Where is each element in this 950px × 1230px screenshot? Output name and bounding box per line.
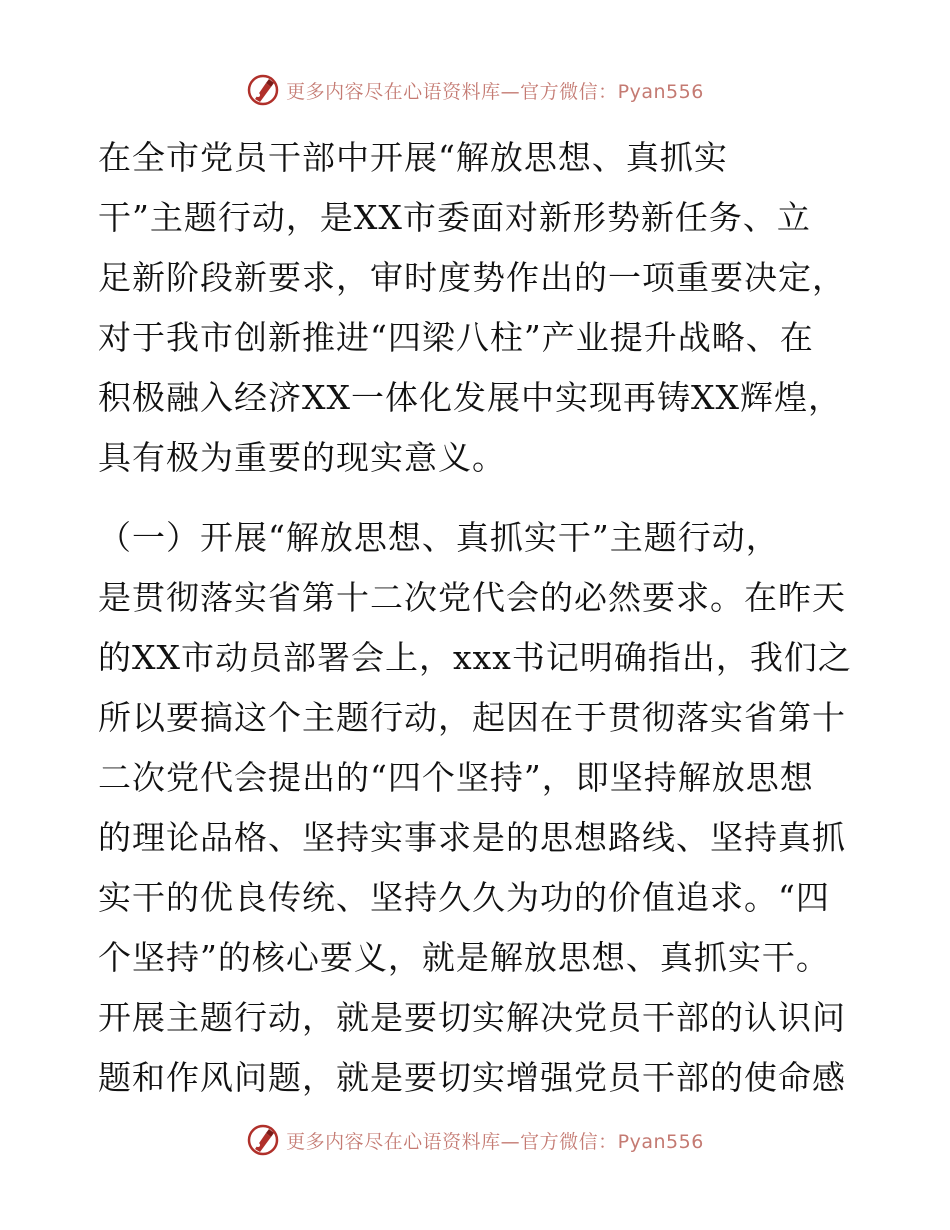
- text-line: 所以要搞这个主题行动，起因在于贯彻落实省第十: [98, 698, 846, 737]
- text-line: 题和作风问题，就是要切实增强党员干部的使命感: [98, 1058, 846, 1097]
- text-line: 积极融入经济XX一体化发展中实现再铸XX辉煌，: [98, 378, 842, 417]
- document-body: [98, 128, 858, 1108]
- text-line: 干”主题行动，是XX市委面对新形势新任务、立: [98, 198, 811, 237]
- footer-watermark: [0, 1122, 950, 1158]
- text-line: 个坚持”的核心要义，就是解放思想、真抓实干。: [98, 938, 830, 977]
- text-line: 是贯彻落实省第十二次党代会的必然要求。在昨天: [98, 578, 846, 617]
- paragraph-section-1: [98, 508, 858, 1108]
- pen-logo-icon: [246, 73, 280, 107]
- text-line: （一）开展“解放思想、真抓实干”主题行动，: [98, 518, 780, 557]
- text-line: 对于我市创新推进“四梁八柱”产业提升战略、在: [98, 318, 814, 357]
- text-line: 具有极为重要的现实意义。: [98, 438, 506, 477]
- text-line: 足新阶段新要求，审时度势作出的一项重要决定，: [98, 258, 846, 297]
- paragraph-intro: [98, 128, 858, 488]
- text-line: 二次党代会提出的“四个坚持”，即坚持解放思想: [98, 758, 814, 797]
- header-watermark: [0, 72, 950, 108]
- watermark-text: 更多内容尽在心语资料库—官方微信：Pyan556: [286, 80, 704, 103]
- pen-logo-icon: [246, 1123, 280, 1157]
- text-line: 在全市党员干部中开展“解放思想、真抓实: [98, 138, 728, 177]
- text-line: 的XX市动员部署会上，xxx书记明确指出，我们之: [98, 638, 852, 677]
- text-line: 实干的优良传统、坚持久久为功的价值追求。“四: [98, 878, 830, 917]
- watermark-text: 更多内容尽在心语资料库—官方微信：Pyan556: [286, 1130, 704, 1153]
- text-line: 开展主题行动，就是要切实解决党员干部的认识问: [98, 998, 846, 1037]
- text-line: 的理论品格、坚持实事求是的思想路线、坚持真抓: [98, 818, 846, 857]
